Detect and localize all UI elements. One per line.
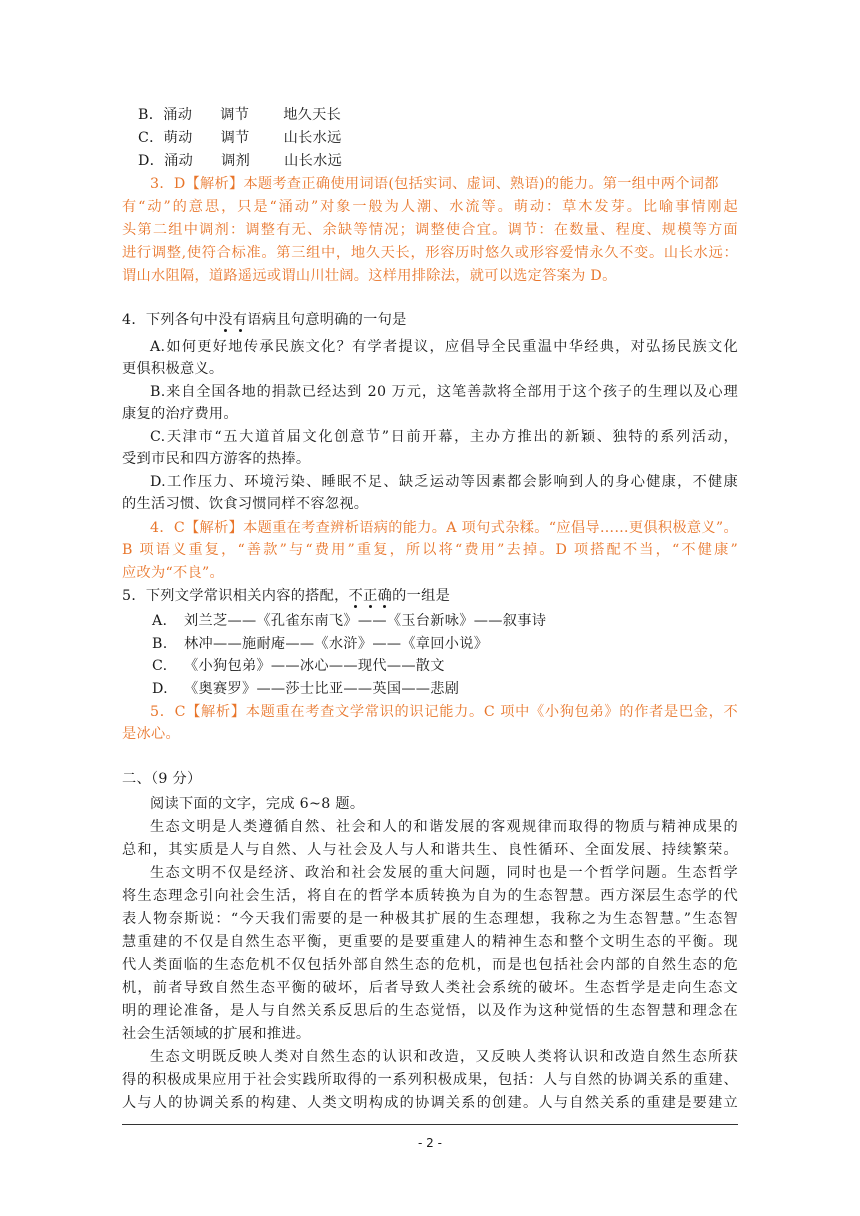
option-word-1: 萌动 <box>163 130 193 146</box>
passage-line: 将生态理念引向社会生活，将自在的哲学本质转换为自为的生态智慧。西方深层生态学的代 <box>122 888 738 904</box>
q5-option-b <box>152 633 768 655</box>
stem-text: 的一组是 <box>392 588 451 604</box>
stem-text: 4．下列各句中 <box>122 312 219 328</box>
q5-option-d <box>152 678 768 700</box>
footer-divider <box>122 1124 738 1125</box>
emphasis-char: 正 <box>363 588 378 604</box>
q4-option-line: B.来自全国各地的捐款已经达到 20 万元，这笔善款将全部用于这个孩子的生理以及心理 <box>150 384 738 400</box>
q5-option-a <box>152 610 768 632</box>
emphasis-char: 确 <box>377 588 393 604</box>
q3-answer-line: 有“动”的意思，只是“涌动”对象一般为人潮、水流等。萌动：草木发芽。比喻事情刚起 <box>122 199 738 215</box>
q3-option-c <box>138 127 754 149</box>
q3-option-b <box>138 104 754 126</box>
option-letter: B. <box>152 636 168 652</box>
q4-answer-line: 4．C【解析】本题重在考查辨析语病的能力。A 项句式杂糅。“应倡导……更俱积极意义”。 <box>150 520 738 536</box>
q5-answer-line: 是冰心。 <box>122 726 180 742</box>
section-heading: 二、（9 分） <box>122 771 202 787</box>
q4-option-line: 的生活习惯、饮食习惯同样不容忽视。 <box>122 496 369 512</box>
emphasis-char: 有 <box>232 312 248 328</box>
passage-line: 明的理论准备，是人与自然关系反思后的生态觉悟，以及作为这种觉悟的生态智慧和理念在 <box>122 1003 738 1019</box>
option-letter: C． <box>138 130 164 146</box>
option-letter: D. <box>152 681 168 697</box>
q4-option-line: A.如何更好地传承民族文化？有学者提议，应倡导全民重温中华经典，对弘扬民族文化 <box>150 339 738 355</box>
passage-line: 慧重建的不仅是自然生态平衡，更重要的是要重建人的精神生态和整个文明生态的平衡。现 <box>122 934 738 950</box>
emphasis-char: 不 <box>348 588 364 604</box>
q3-answer-line: 谓山水阻隔，道路遥远或谓山川壮阔。这样用排除法，就可以选定答案为 D。 <box>122 268 617 284</box>
option-word-1: 涌动 <box>163 107 193 123</box>
q5-answer-line: 5．C【解析】本题重在考查文学常识的识记能力。C 项中《小狗包弟》的作者是巴金，不 <box>150 704 738 720</box>
stem-text: 5．下列文学常识相关内容的搭配， <box>122 588 349 604</box>
q4-option-line: D.工作压力、环境污染、睡眠不足、缺乏运动等因素都会影响到人的身心健康，不健康 <box>150 474 738 490</box>
option-word-2: 调剂 <box>221 153 251 169</box>
q4-stem <box>122 309 738 331</box>
passage-line: 人与人的协调关系的构建、人类文明构成的协调关系的创建。人与自然关系的重建是要建立 <box>122 1095 738 1111</box>
q4-option-line: C.天津市“五大道首届文化创意节”日前开幕，主办方推出的新颖、独特的系列活动， <box>150 429 738 445</box>
option-letter: A. <box>152 613 168 629</box>
option-word-2: 调节 <box>220 130 250 146</box>
option-word-1: 涌动 <box>164 153 194 169</box>
passage-line: 代人类面临的生态危机不仅包括外部自然生态的危机，而是也包括社会内部的自然生态的危 <box>122 957 738 973</box>
passage-line: 表人物奈斯说：“今天我们需要的是一种极其扩展的生态理想，我称之为生态智慧。”生态智 <box>122 911 738 927</box>
q5-stem <box>122 585 738 607</box>
q3-answer-line: 3．D【解析】本题考查正确使用词语(包括实词、虚词、熟语)的能力。第一组中两个词都 <box>150 176 719 192</box>
option-letter: B． <box>138 107 164 123</box>
q3-answer-line: 头第二组中调剂：调整有无、余缺等情况；调整使合宜。调节：在数量、程度、规模等方面 <box>122 222 738 238</box>
passage-line: 得的积极成果应用于社会实践所取得的一系列积极成果，包括：人与自然的协调关系的重建、 <box>122 1072 738 1088</box>
option-word-2: 调节 <box>220 107 250 123</box>
q4-answer-line: 应改为“不良”。 <box>122 565 225 581</box>
q4-option-line: 康复的治疗费用。 <box>122 406 238 422</box>
option-text: 《小狗包弟》——冰心——现代——散文 <box>184 658 445 674</box>
passage-line: 生态文明不仅是经济、政治和社会发展的重大问题，同时也是一个哲学问题。生态哲学 <box>150 865 738 881</box>
passage-line: 社会生活领域的扩展和推进。 <box>122 1026 311 1042</box>
option-letter: C. <box>152 658 168 674</box>
stem-text: 语病且句意明确的一句是 <box>247 312 407 328</box>
passage-line: 机，前者导致自然生态平衡的破坏，后者导致人类社会系统的破坏。生态哲学是走向生态文 <box>122 980 738 996</box>
option-word-3: 山长水远 <box>283 130 342 146</box>
q3-option-d <box>138 150 754 172</box>
q4-option-line: 更俱积极意义。 <box>122 361 224 377</box>
option-word-3: 地久天长 <box>283 107 342 123</box>
option-word-3: 山长水远 <box>284 153 343 169</box>
q5-option-c <box>152 655 768 677</box>
option-text: 《奥赛罗》——莎士比亚——英国——悲剧 <box>184 681 460 697</box>
passage-line: 生态文明是人类遵循自然、社会和人的和谐发展的客观规律而取得的物质与精神成果的 <box>150 819 738 835</box>
option-text: 林冲——施耐庵——《水浒》——《章回小说》 <box>184 636 489 652</box>
q4-option-line: 受到市民和四方游客的热捧。 <box>122 451 311 467</box>
emphasis-char: 没 <box>218 312 233 328</box>
section-instruction: 阅读下面的文字，完成 6~8 题。 <box>150 796 365 812</box>
passage-line: 生态文明既反映人类对自然生态的认识和改造，又反映人类将认识和改造自然生态所获 <box>150 1049 738 1065</box>
q3-answer-line: 进行调整,使符合标准。第三组中，地久天长，形容历时悠久或形容爱情永久不变。山长水远： <box>122 245 738 261</box>
option-letter: D． <box>138 153 165 169</box>
q4-answer-line: B 项语义重复，“善款”与“费用”重复，所以将“费用”去掉。D 项搭配不当，“不健康” <box>122 542 738 558</box>
option-text: 刘兰芝——《孔雀东南飞》——《玉台新咏》——叙事诗 <box>184 613 547 629</box>
page-number: - 2 - <box>418 1136 442 1150</box>
passage-line: 总和，其实质是人与自然、人与社会及人与人和谐共生、良性循环、全面发展、持续繁荣。 <box>122 842 738 858</box>
